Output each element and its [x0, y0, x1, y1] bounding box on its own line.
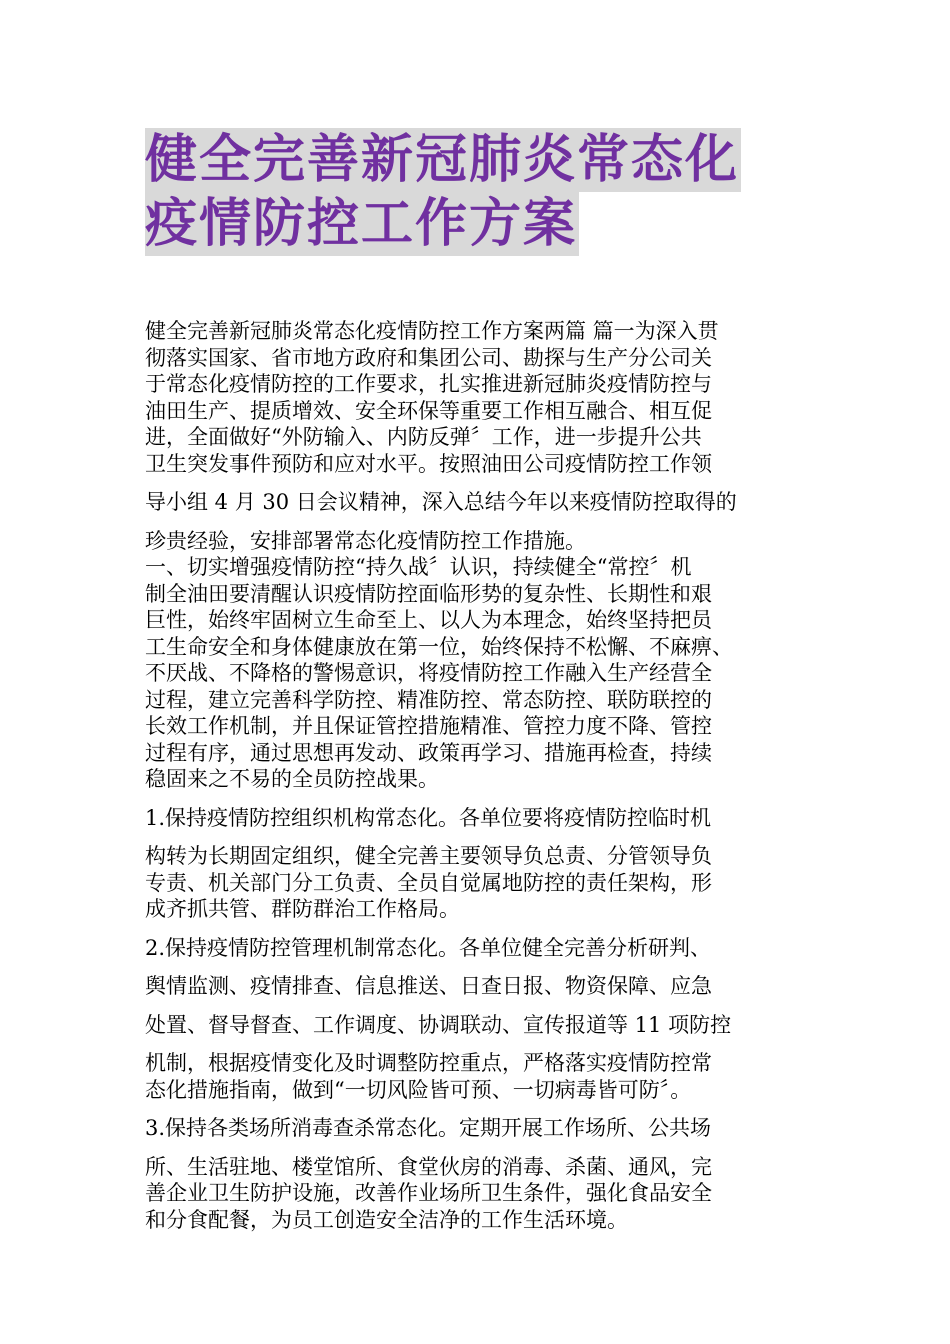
text-line: 所、生活驻地、楼堂馆所、食堂伙房的消毒、杀菌、通风，完 [145, 1154, 712, 1179]
title-line-1: 健全完善新冠肺炎常态化 [145, 130, 740, 190]
text-line: 善企业卫生防护设施，改善作业场所卫生条件，强化食品安全 [145, 1181, 712, 1205]
text-line: 舆情监测、疫情排查、信息推送、日查日报、物资保障、应急 [145, 974, 712, 998]
text-line: 过程，建立完善科学防控、精准防控、常态防控、联防联控的 [145, 687, 712, 712]
text-line: 不厌战、不降格的警惕意识，将疫情防控工作融入生产经营全 [145, 661, 712, 685]
text-line: 珍贵经验，安排部署常态化疫情防控工作措施。 [145, 528, 586, 553]
text-line: 稳固来之不易的全员防控战果。 [145, 767, 439, 791]
text-line: 构转为长期固定组织，健全完善主要领导负总责、分管领导负 [145, 844, 712, 868]
text-line: 成齐抓共管、群防群治工作格局。 [145, 897, 460, 921]
text-line: 机制，根据疫情变化及时调整防控重点，严格落实疫情防控常 [145, 1051, 712, 1075]
text-line: 巨性，始终牢固树立生命至上、以人为本理念，始终坚持把员 [145, 608, 712, 632]
text-line: 工生命安全和身体健康放在第一位，始终保持不松懈、不麻痹、 [145, 634, 733, 659]
text-line: 和分食配餐，为员工创造安全洁净的工作生活环境。 [145, 1207, 628, 1232]
text-line: 导小组 4 月 30 日会议精神，深入总结今年以来疫情防控取得的 [145, 490, 737, 514]
text-line: 彻落实国家、省市地方政府和集团公司、勘探与生产分公司关 [145, 345, 712, 370]
text-line: 过程有序，通过思想再发动、政策再学习、措施再检查，持续 [145, 740, 712, 765]
text-line: 处置、督导督查、工作调度、协调联动、宣传报道等 11 项防控 [145, 1012, 732, 1037]
text-line: 态化措施指南，做到“一切风险皆可预、一切病毒皆可防〞。 [145, 1077, 692, 1102]
text-line: 于常态化疫情防控的工作要求，扎实推进新冠肺炎疫情防控与 [145, 372, 712, 396]
document-body [145, 318, 810, 1233]
text-line: 健全完善新冠肺炎常态化疫情防控工作方案两篇 篇一为深入贯 [145, 319, 719, 343]
list-item-heading-line: 1.保持疫情防控组织机构常态化。各单位要将疫情防控临时机 [145, 805, 712, 830]
text-line: 专责、机关部门分工负责、全员自觉属地防控的责任架构，形 [145, 870, 712, 895]
text-line: 卫生突发事件预防和应对水平。按照油田公司疫情防控工作领 [145, 451, 712, 476]
text-line: 长效工作机制，并且保证管控措施精准、管控力度不降、管控 [145, 714, 712, 738]
text-line: 进，全面做好“外防输入、内防反弹〞工作，进一步提升公共 [145, 425, 702, 449]
text-line: 油田生产、提质增效、安全环保等重要工作相互融合、相互促 [145, 398, 712, 423]
list-item-heading-line: 2.保持疫情防控管理机制常态化。各单位健全完善分析研判、 [145, 935, 712, 960]
title-line-2: 疫情防控工作方案 [145, 194, 578, 254]
document-title [145, 128, 825, 256]
section-heading-line: 一、切实增强疫情防控“持久战〞认识，持续健全“常控〞机 [145, 555, 692, 579]
list-item-heading-line: 3.保持各类场所消毒查杀常态化。定期开展工作场所、公共场 [145, 1116, 712, 1140]
text-line: 制全油田要清醒认识疫情防控面临形势的复杂性、长期性和艰 [145, 581, 712, 606]
